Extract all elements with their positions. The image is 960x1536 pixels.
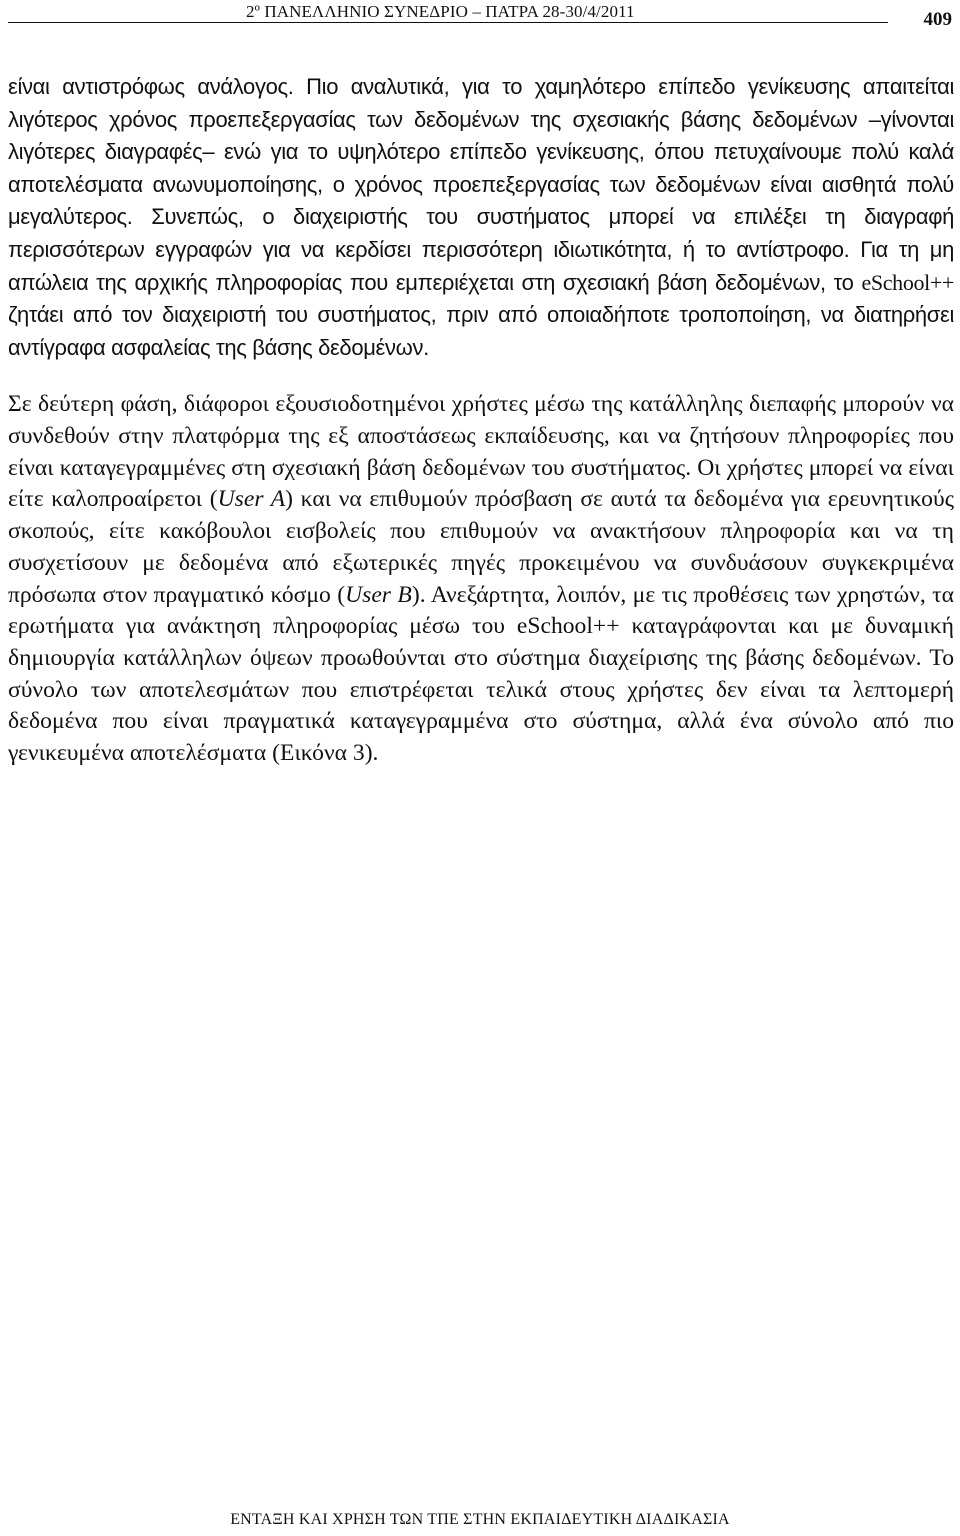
paragraph-2-text-a: Σε δεύτερη φάση, διάφοροι εξουσιοδοτημένοι χρήστες μέσω της κατάλληλης διεπαφής μπορούν να συνδεθούν στην πλατφόρμα της εξ αποστάσεως εκπαίδευσης, και να ζητήσουν πληροφορίες που είναι καταγεγραμμένες στη σχεσιακή βάση δεδομένων του συστήματος. Οι χρήστες μπορεί να είναι είτε καλοπροαίρετοι (	[8, 391, 954, 513]
page-footer: ΕΝΤΑΞΗ ΚΑΙ ΧΡΗΣΗ ΤΩΝ ΤΠΕ ΣΤΗΝ ΕΚΠΑΙΔΕΥΤΙΚΗ ΔΙΑΔΙΚΑΣΙΑ	[230, 1511, 730, 1528]
page-body	[8, 71, 954, 770]
user-b-label: User B	[345, 581, 412, 608]
paragraph-2-text-c: ). Ανεξάρτητα, λοιπόν, με τις προθέσεις των χρηστών, τα ερωτήματα για ανάκτηση πληροφορίας μέσω του	[8, 581, 955, 640]
paragraph-2-text-d: καταγράφονται και με δυναμική δημιουργία κατάλληλων όψεων προωθούνται στο σύστημα διαχείρισης της βάσης δεδομένων. Το σύνολο των αποτελεσμάτων που επιστρέφεται τελικά στους χρήστες δεν είναι τα λεπτομερή δεδομένα που είναι πραγματικά καταγεγραμμένα στο σύστημα, αλλά ένα σύνολο από πιο γενικευμένα αποτελέσματα (Εικόνα 3).	[8, 613, 954, 767]
paragraph-1	[8, 71, 954, 364]
paragraph-2	[8, 389, 954, 769]
paragraph-1-text-b: ζητάει από τον διαχειριστή του συστήματος, πριν από οποιαδήποτε τροποποίηση, να διατηρήσει αντίγραφα ασφαλείας της βάσης δεδομένων.	[8, 302, 954, 360]
header-rule	[8, 22, 888, 23]
eschool-name: eSchool++	[516, 613, 620, 640]
user-a-label: User A	[217, 486, 286, 513]
page-header	[0, 0, 960, 40]
eschool-name: eSchool++	[861, 269, 954, 295]
page-number: 409	[923, 9, 952, 30]
conference-title: 2º ΠΑΝΕΛΛΗΝΙΟ ΣΥΝΕΔΡΙΟ – ΠΑΤΡΑ 28-30/4/2011	[246, 2, 635, 21]
paragraph-2-text-b: ) και να επιθυμούν πρόσβαση σε αυτά τα δεδομένα για ερευνητικούς σκοπούς, είτε κακόβουλοι εισβολείς που επιθυμούν να ανακτήσουν πληροφορία και να τη συσχετίσουν με δεδομένα από εξωτερικές πηγές προκειμένου να συνδυάσουν συγκεκριμένα πρόσωπα στον πραγματικό κόσμο (	[8, 486, 954, 608]
paragraph-1-text-a: είναι αντιστρόφως ανάλογος. Πιο αναλυτικά, για το χαμηλότερο επίπεδο γενίκευσης απαιτείται λιγότερος χρόνος προεπεξεργασίας των δεδομένων της σχεσιακής βάσης δεδομένων –γίνονται λιγότερες διαγραφές– ενώ για το υψηλότερο επίπεδο γενίκευσης, όπου πετυχαίνουμε πολύ καλά αποτελέσματα ανωνυμοποίησης, ο χρόνος προεπεξεργασίας των δεδομένων είναι αισθητά πολύ μεγαλύτερος. Συνεπώς, ο διαχειριστής του συστήματος μπορεί να επιλέξει τη διαγραφή περισσότερων εγγραφών για να κερδίσει περισσότερη ιδιωτικότητα, ή το αντίστροφο. Για τη μη απώλεια της αρχικής πληροφορίας που εμπεριέχεται στη σχεσιακή βάση δεδομένων, το	[8, 74, 954, 295]
